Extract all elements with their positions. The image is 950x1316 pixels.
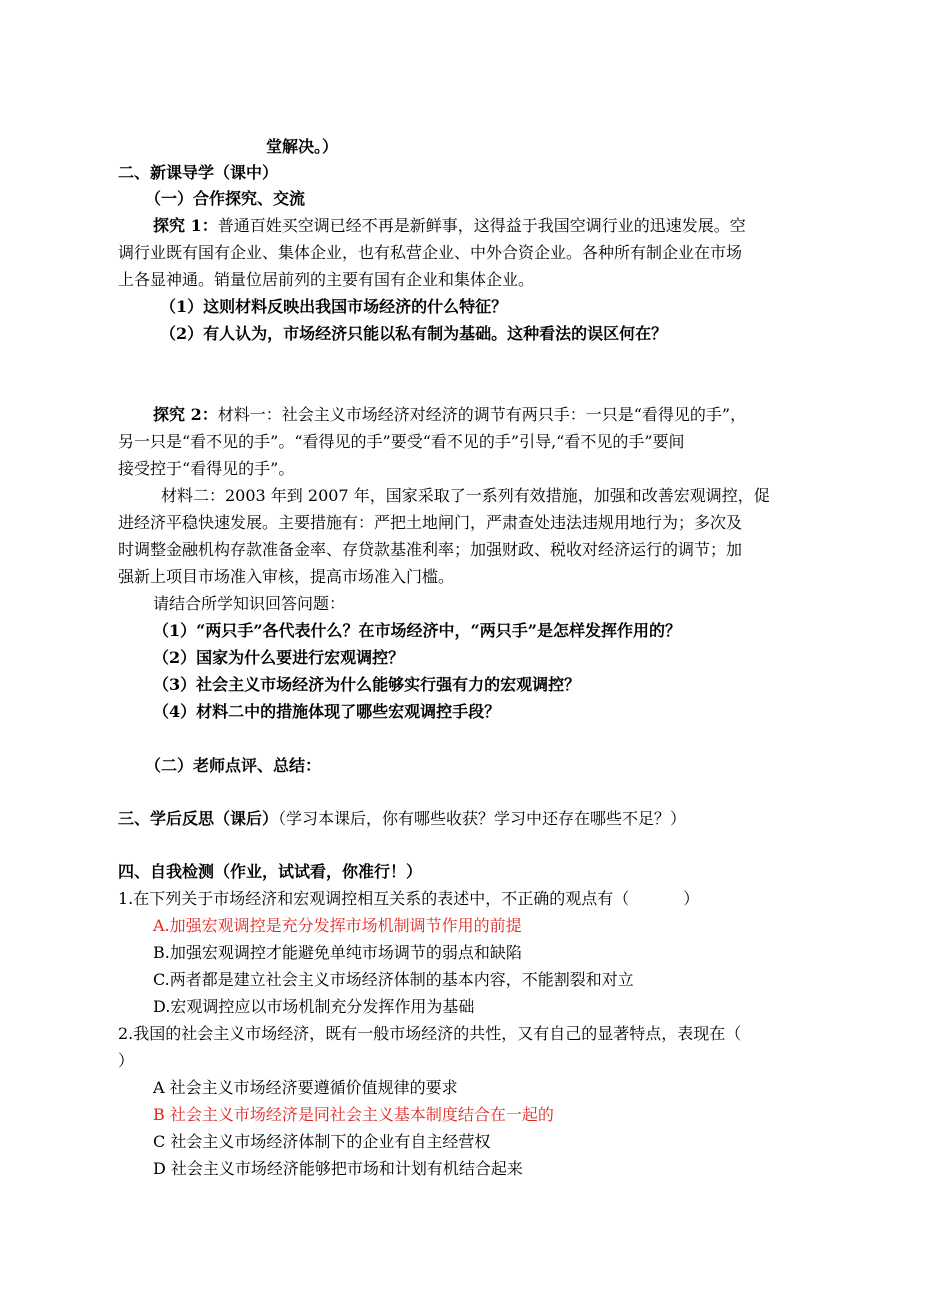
- explore1-label: 探究 1：: [153, 216, 218, 235]
- explore2-text1: 材料一：社会主义市场经济对经济的调节有两只手：一只是“看得见的手”，: [217, 405, 747, 424]
- quiz2-option-c: C 社会主义市场经济体制下的企业有自主经营权: [153, 1132, 491, 1151]
- continued-text: 堂解决。）: [266, 137, 339, 156]
- quiz1-option-d: D.宏观调控应以市场机制充分发挥作用为基础: [153, 997, 475, 1016]
- quiz1-option-b: B.加强宏观调控才能避免单纯市场调节的弱点和缺陷: [153, 943, 522, 962]
- explore2-question-1: （1）“两只手”各代表什么？在市场经济中，“两只手”是怎样发挥作用的？: [153, 621, 681, 640]
- reflection-note: （学习本课后，你有哪些收获？学习中还存在哪些不足？）: [278, 809, 687, 828]
- material2-line1: 材料二：2003 年到 2007 年，国家采取了一系列有效措施，加强和改善宏观调控，促: [161, 486, 770, 505]
- explore2-question-3: （3）社会主义市场经济为什么能够实行强有力的宏观调控？: [153, 675, 581, 694]
- quiz2-option-b: B 社会主义市场经济是同社会主义基本制度结合在一起的: [153, 1105, 554, 1124]
- material2-line2: 进经济平稳快速发展。主要措施有：严把土地闸门，严肃查处违法违规用地行为；多次及: [118, 513, 743, 532]
- quiz2-option-d: D 社会主义市场经济能够把市场和计划有机结合起来: [153, 1159, 523, 1178]
- subheading-cooperative-inquiry: （一）合作探究、交流: [145, 189, 306, 208]
- explore1-text1: 普通百姓买空调已经不再是新鲜事，这得益于我国空调行业的迅速发展。空: [217, 216, 746, 235]
- answer-prompt: 请结合所学知识回答问题：: [153, 594, 346, 613]
- quiz1-stem-end: ）: [683, 889, 700, 908]
- explore2-line1: [153, 402, 746, 428]
- quiz1-stem-text: 1.在下列关于市场经济和宏观调控相互关系的表述中，不正确的观点有（: [118, 889, 630, 908]
- subheading-teacher-summary: （二）老师点评、总结：: [145, 756, 322, 775]
- explore2-line3: 接受控于“看得见的手”。: [118, 459, 295, 478]
- explore2-line2: 另一只是“看不见的手”。“看得见的手”要受“看不见的手”引导,“看不见的手”要间: [118, 432, 685, 451]
- explore1-line2: 调行业既有国有企业、集体企业，也有私营企业、中外合资企业。各种所有制企业在市场: [118, 243, 743, 262]
- explore2-label: 探究 2：: [153, 405, 218, 424]
- section-reflection: [118, 806, 686, 832]
- material2-line3: 时调整金融机构存款准备金率、存贷款基准利率；加强财政、税收对经济运行的调节；加: [118, 540, 743, 559]
- quiz1-option-a: A.加强宏观调控是充分发挥市场机制调节作用的前提: [153, 916, 522, 935]
- explore2-question-4: （4）材料二中的措施体现了哪些宏观调控手段？: [153, 702, 501, 721]
- explore1-question-1: （1）这则材料反映出我国市场经济的什么特征？: [160, 297, 508, 316]
- quiz2-option-a: A 社会主义市场经济要遵循价值规律的要求: [153, 1078, 458, 1097]
- section-heading-self-check: 四、自我检测（作业，试试看，你准行！）: [118, 862, 423, 881]
- section-heading-reflection: 三、学后反思（课后）: [118, 809, 279, 828]
- material2-line4: 强新上项目市场准入审核，提高市场准入门槛。: [118, 567, 455, 586]
- quiz2-stem: 2.我国的社会主义市场经济，既有一般市场经济的共性，又有自己的显著特点，表现在（: [118, 1024, 742, 1043]
- explore1-line1: [153, 213, 746, 239]
- quiz1-stem: [118, 886, 699, 912]
- section-heading-new-lesson: 二、新课导学（课中）: [118, 163, 279, 182]
- explore1-question-2: （2）有人认为，市场经济只能以私有制为基础。这种看法的误区何在？: [160, 324, 668, 343]
- explore2-question-2: （2）国家为什么要进行宏观调控？: [153, 648, 405, 667]
- quiz1-option-c: C.两者都是建立社会主义市场经济体制的基本内容，不能割裂和对立: [153, 970, 634, 989]
- explore1-line3: 上各显神通。销量位居前列的主要有国有企业和集体企业。: [118, 270, 535, 289]
- quiz2-stem-end: ）: [118, 1051, 135, 1070]
